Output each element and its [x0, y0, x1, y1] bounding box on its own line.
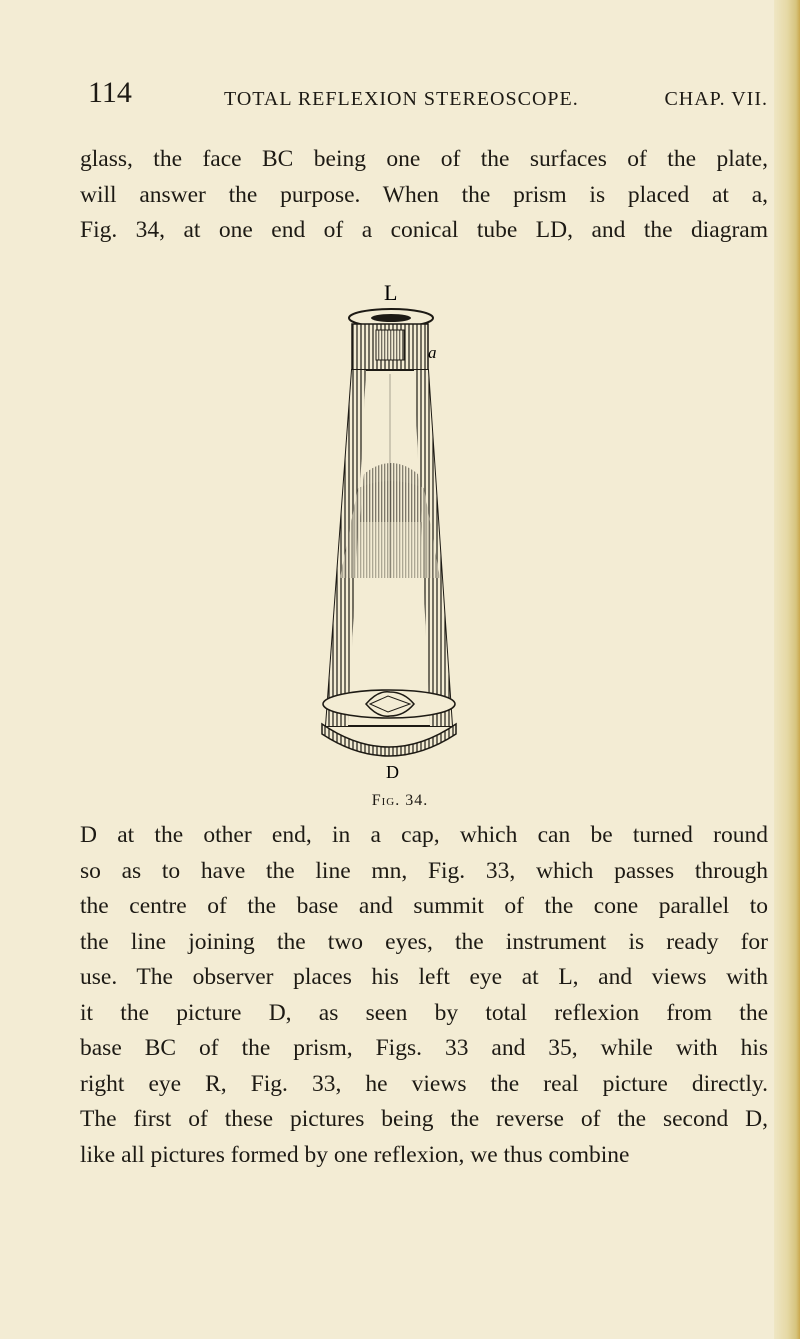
figure-caption: [0, 792, 800, 810]
text-line: the centre of the base and summit of the cone parallel to: [80, 893, 768, 919]
conical-tube-figure: [300, 278, 480, 784]
page-edge: [774, 0, 800, 1339]
figure-label-a: a: [428, 343, 437, 362]
text-line: D at the other end, in a cap, which can be turned round: [80, 822, 768, 848]
figure-label-d: D: [386, 762, 399, 782]
text-line: base BC of the prism, Figs. 33 and 35, while with his: [80, 1035, 768, 1061]
text-line: so as to have the line mn, Fig. 33, which passes through: [80, 857, 768, 884]
figure-label-l: L: [384, 280, 398, 305]
paragraph-2: [80, 818, 768, 1173]
paragraph-1: [80, 142, 768, 249]
page-header: [88, 72, 768, 112]
text-line: The first of these pictures being the reverse of the second D,: [80, 1106, 768, 1132]
text-line: the line joining the two eyes, the instrument is ready for: [80, 928, 768, 955]
running-title: TOTAL REFLEXION STEREOSCOPE.: [224, 88, 579, 110]
text-line: use. The observer places his left eye at L, and views with: [80, 964, 768, 990]
conical-tube: [326, 370, 452, 726]
text-line: Fig. 34, at one end of a conical tube LD, and the diagram: [80, 217, 768, 243]
chapter-label: CHAP. VII.: [664, 88, 768, 110]
text-line: it the picture D, as seen by total reflexion from the: [80, 999, 768, 1026]
text-line: will answer the purpose. When the prism is placed at a,: [80, 181, 768, 208]
page-number: 114: [88, 76, 132, 109]
text-line: right eye R, Fig. 33, he views the real picture directly.: [80, 1070, 768, 1097]
text-line: like all pictures formed by one reflexion, we thus combine: [80, 1141, 630, 1168]
text-line: glass, the face BC being one of the surfaces of the plate,: [80, 146, 768, 172]
figure-caption-text: Fig. 34.: [371, 792, 429, 809]
prism-cap: [349, 309, 433, 370]
